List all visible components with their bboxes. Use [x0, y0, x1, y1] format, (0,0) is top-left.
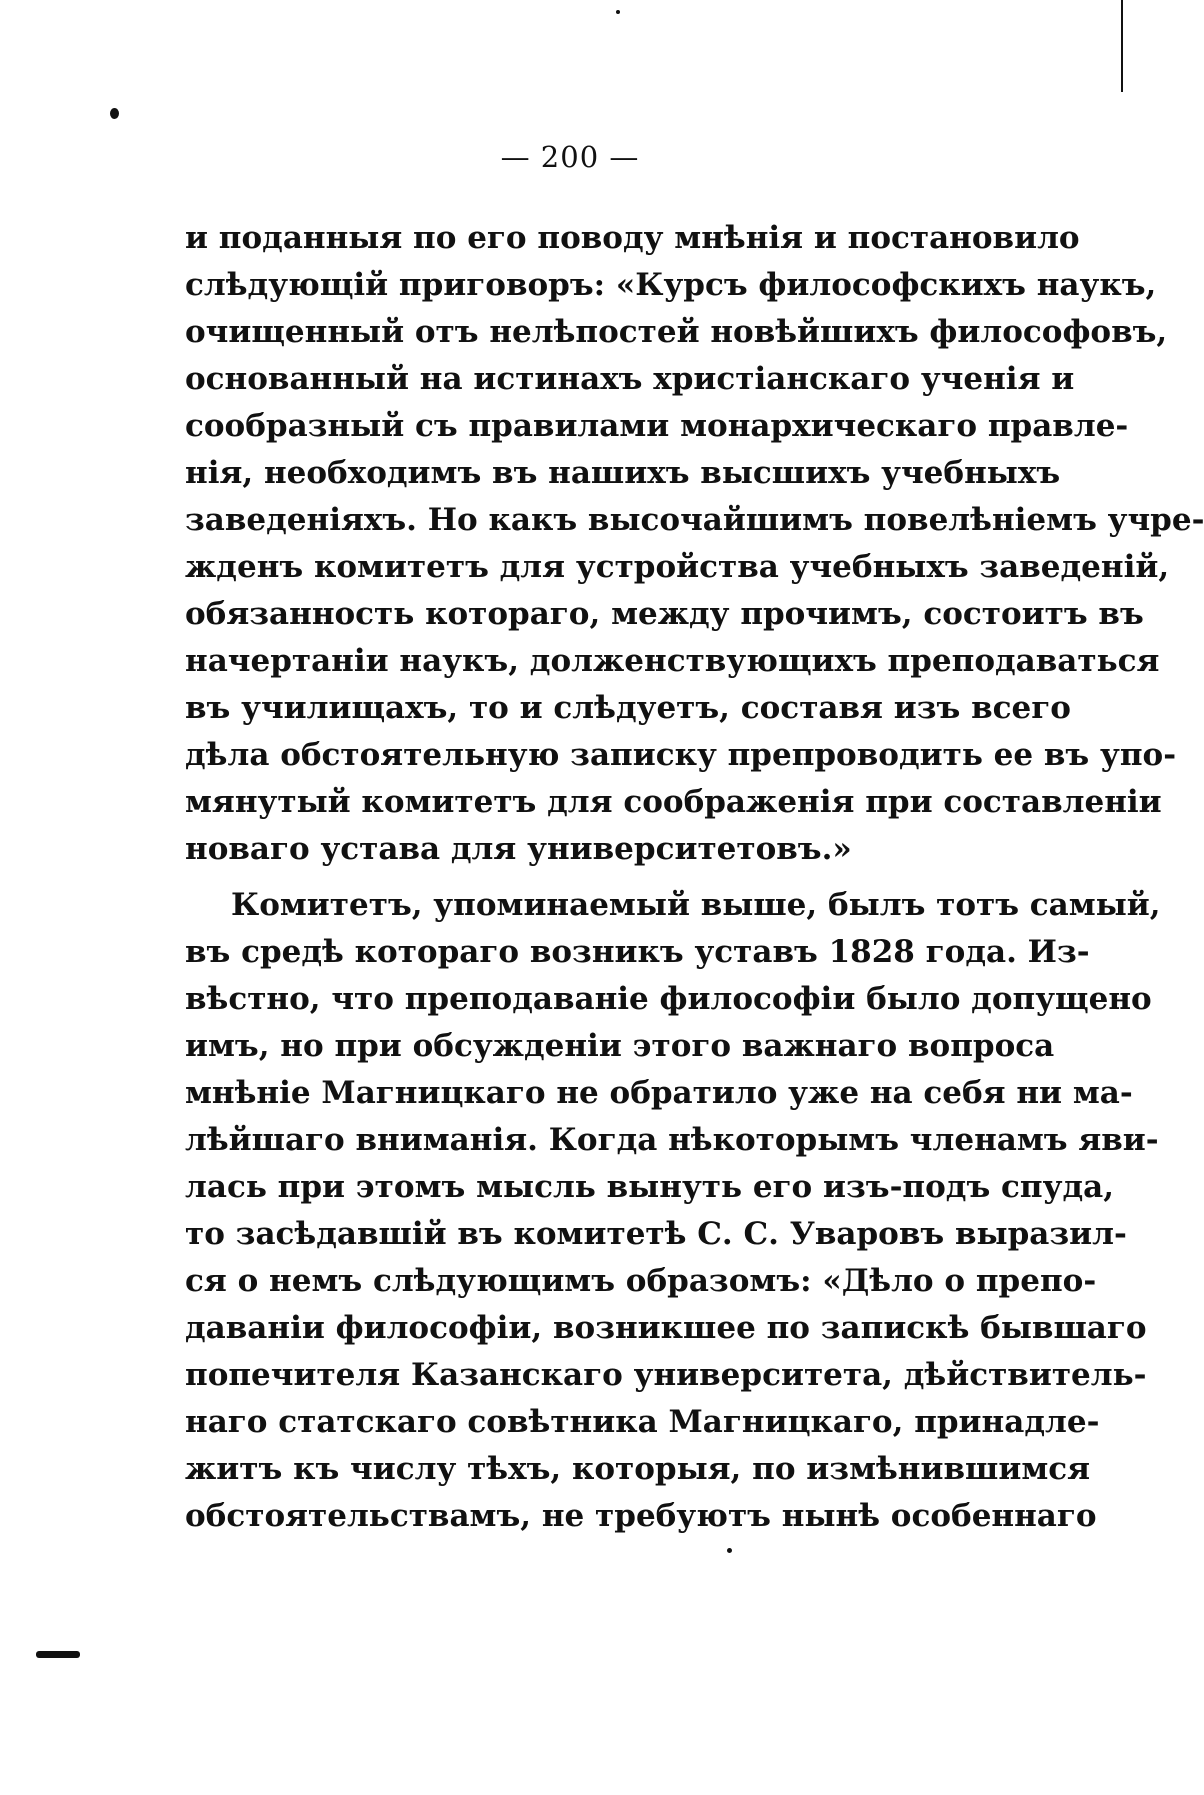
- text-line: жденъ комитетъ для устройства учебныхъ заведеній,: [185, 549, 1170, 585]
- text-line: въ училищахъ, то и слѣдуетъ, составя изъ всего: [185, 690, 1071, 726]
- scan-edge-mark: [36, 1651, 80, 1658]
- text-line: заведеніяхъ. Но какъ высочайшимъ повелѣніемъ учре-: [185, 502, 1204, 538]
- text-line: и поданныя по его поводу мнѣнія и постановило: [185, 220, 1080, 256]
- text-line: житъ къ числу тѣхъ, которыя, по измѣнившимся: [185, 1451, 1091, 1487]
- text-line: Комитетъ, упоминаемый выше, былъ тотъ самый,: [231, 887, 1161, 923]
- paragraph-gap: [185, 873, 990, 882]
- text-line: дѣла обстоятельную записку препроводить ее въ упо-: [185, 737, 1177, 773]
- body-text: [185, 215, 1204, 1540]
- page-number: — 200 —: [500, 140, 640, 174]
- text-line: начертаніи наукъ, долженствующихъ преподаваться: [185, 643, 1160, 679]
- text-line: обязанность котораго, между прочимъ, состоитъ въ: [185, 596, 1144, 632]
- text-line: слѣдующій приговоръ: «Курсъ философскихъ наукъ,: [185, 267, 1157, 303]
- text-line: имъ, но при обсужденіи этого важнаго вопроса: [185, 1028, 1055, 1064]
- text-line: наго статскаго совѣтника Магницкаго, принадле-: [185, 1404, 1100, 1440]
- text-line: попечителя Казанскаго университета, дѣйствитель-: [185, 1357, 1147, 1393]
- paragraph-2: [185, 882, 1161, 1540]
- text-line: лѣйшаго вниманія. Когда нѣкоторымъ членамъ яви-: [185, 1122, 1159, 1158]
- ink-speck: [110, 108, 119, 119]
- text-line: нія, необходимъ въ нашихъ высшихъ учебныхъ: [185, 455, 1061, 491]
- ink-speck: [616, 10, 620, 14]
- text-line: сообразный съ правилами монархическаго правле-: [185, 408, 1129, 444]
- text-line: вѣстно, что преподаваніе философіи было допущено: [185, 981, 1152, 1017]
- text-line: новаго устава для университетовъ.»: [185, 831, 852, 867]
- text-line: лась при этомъ мысль вынуть его изъ-подъ спуда,: [185, 1169, 1114, 1205]
- paragraph-1: [185, 215, 1204, 873]
- text-line: даваніи философіи, возникшее по запискѣ бывшаго: [185, 1310, 1147, 1346]
- ink-speck: [727, 1548, 732, 1553]
- text-line: мянутый комитетъ для соображенія при составленіи: [185, 784, 1162, 820]
- text-line: обстоятельствамъ, не требуютъ нынѣ особеннаго: [185, 1498, 1097, 1534]
- text-line: очищенный отъ нелѣпостей новѣйшихъ философовъ,: [185, 314, 1168, 350]
- text-line: ся о немъ слѣдующимъ образомъ: «Дѣло о препо-: [185, 1263, 1097, 1299]
- text-line: основанный на истинахъ христіанскаго ученія и: [185, 361, 1075, 397]
- text-line: мнѣніе Магницкаго не обратило уже на себя ни ма-: [185, 1075, 1133, 1111]
- text-line: въ средѣ котораго возникъ уставъ 1828 года. Из-: [185, 934, 1090, 970]
- scan-edge-line: [1121, 0, 1123, 92]
- text-line: то засѣдавшій въ комитетѣ С. С. Уваровъ выразил-: [185, 1216, 1127, 1252]
